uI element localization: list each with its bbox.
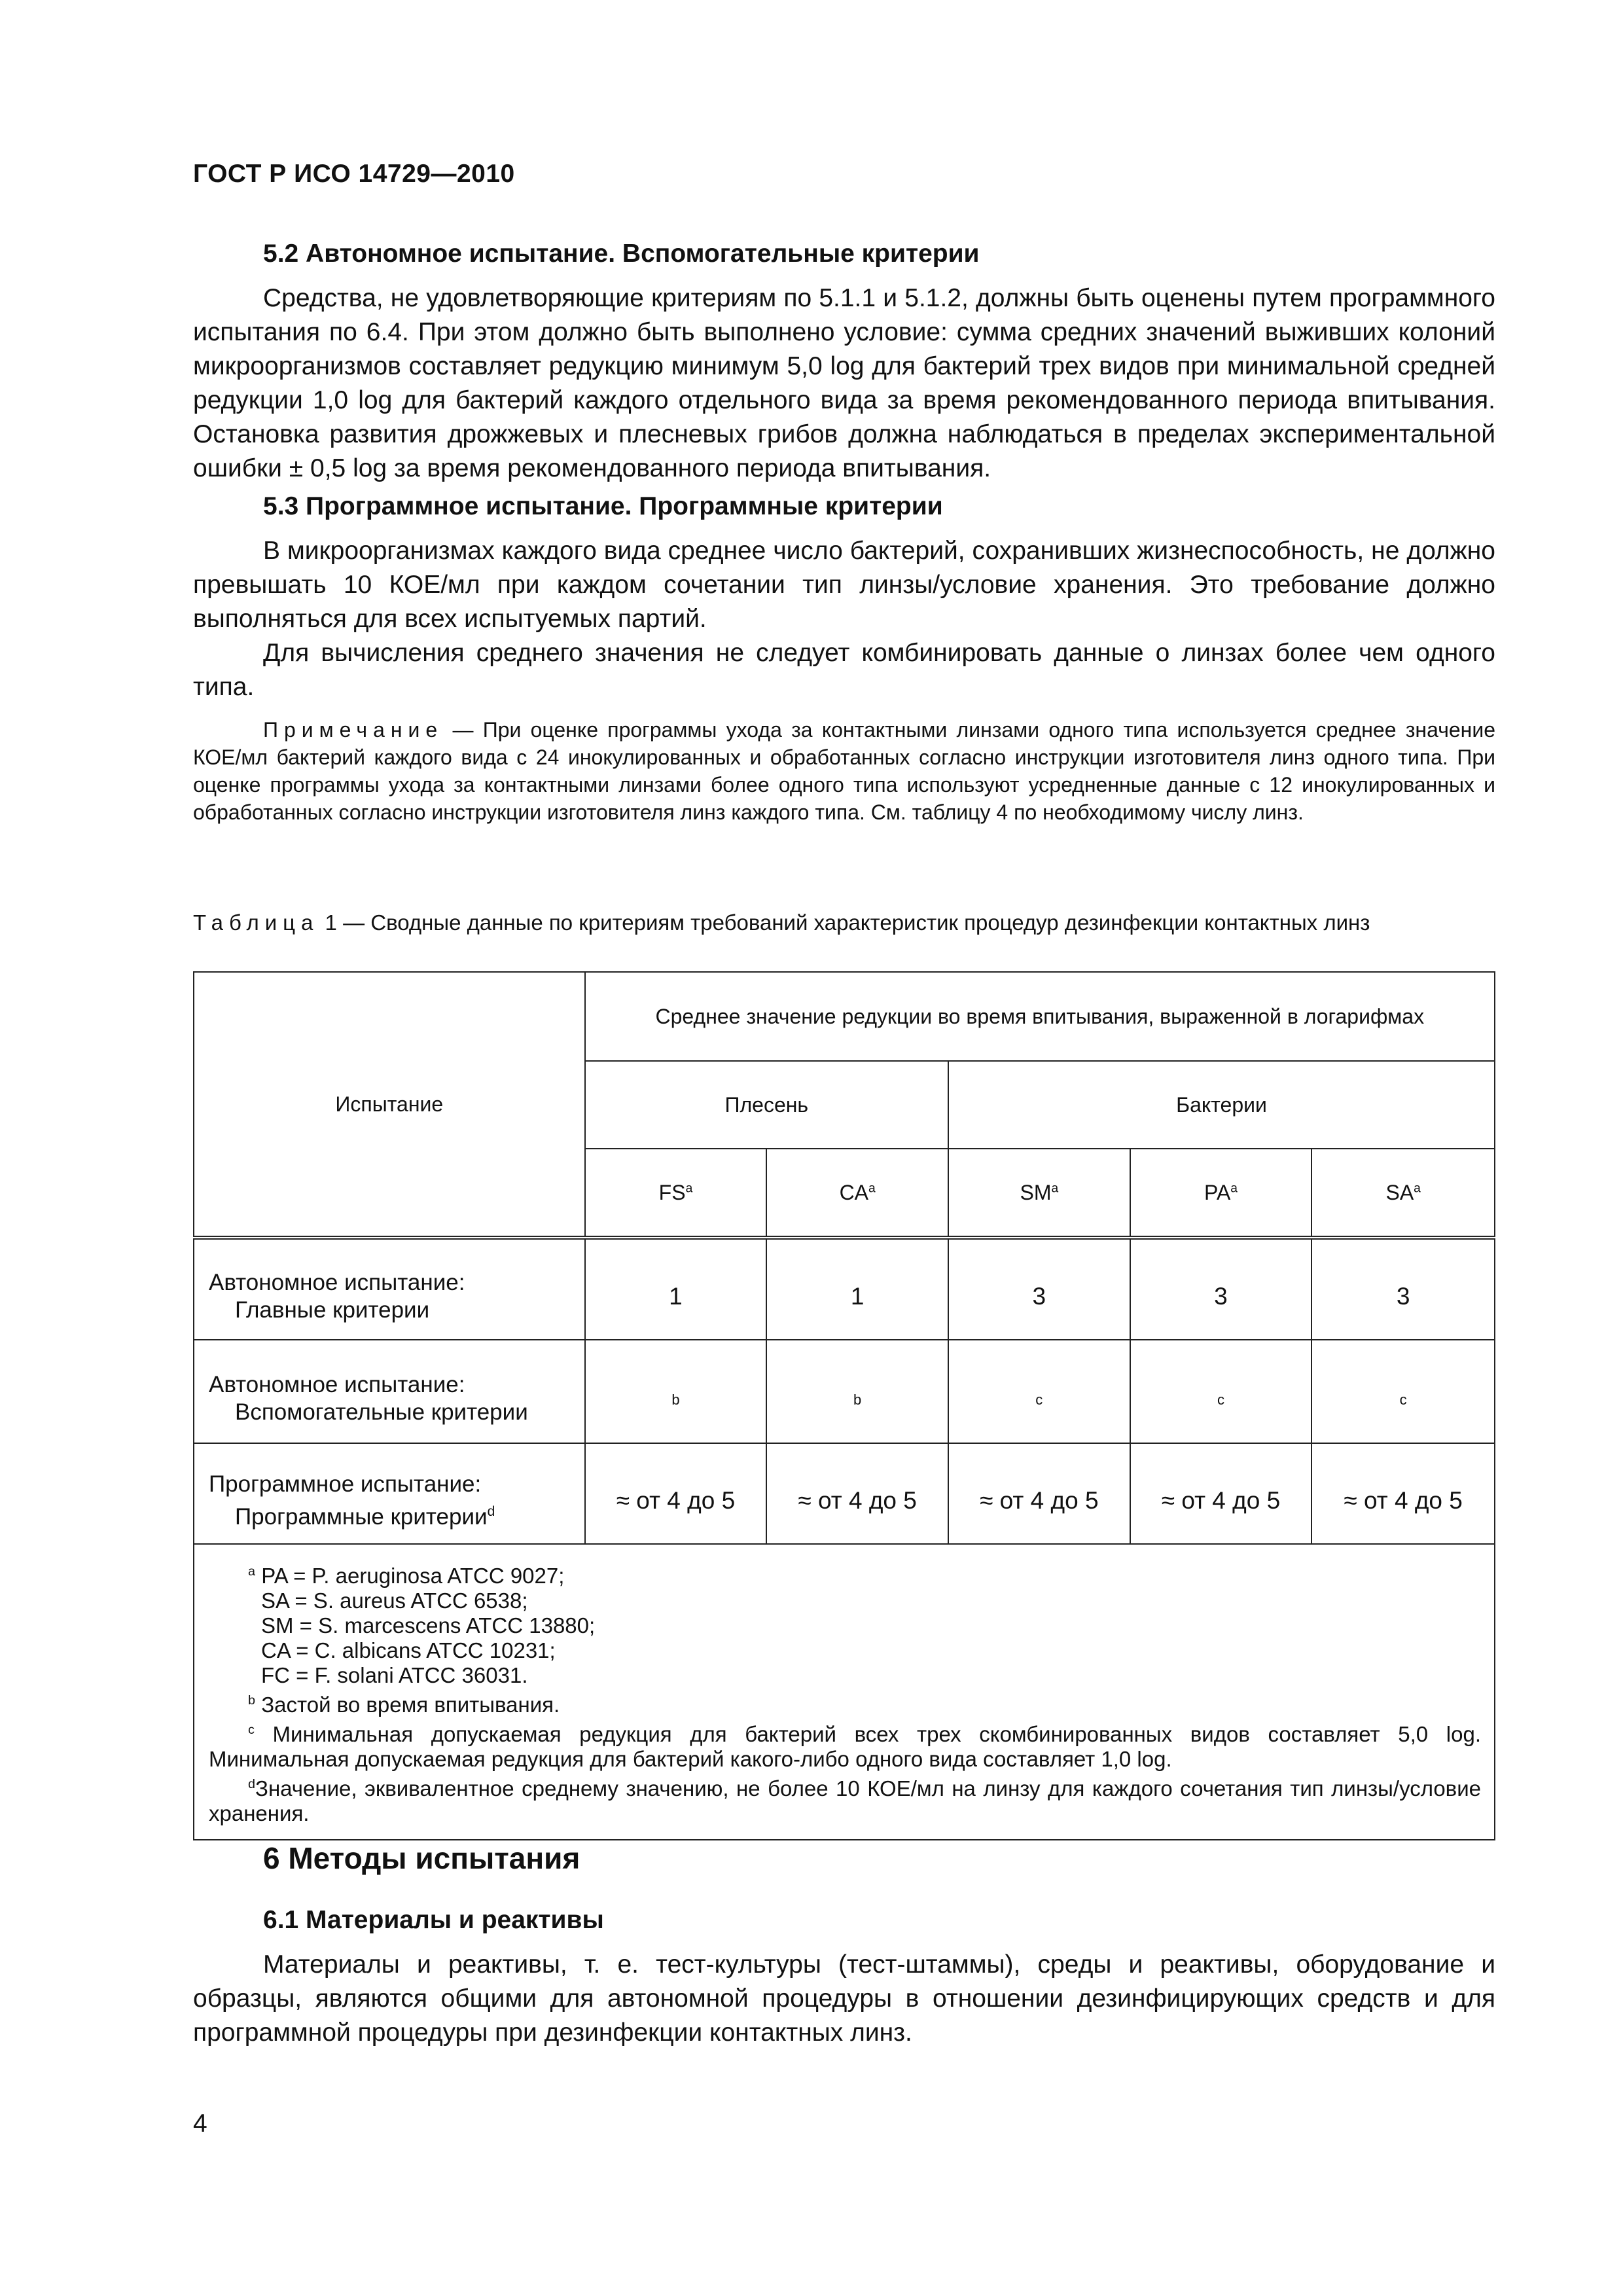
table-cell: ≈ от 4 до 5	[1311, 1443, 1495, 1544]
table-footnotes: $^a$ PA = P. aeruginosa ATCC 9027; SA = S. aureus ATCC 6538; SM = S. marcescens ATCC 13880; CA = C. albicans ATCC 10231; FC = F. solani ATCC 36031. $^b$ Застой во время впитывания. $^c$ Минимальная допускаемая редукция для бактерий всех трех скомбинированных видов составляет 5,0 log. Минимальная допускаемая редукция для бактерий какого-либо одного вида составляет 1,0 log. $^d$Значение, эквивалентное среднему значению, не более 10 КОЕ/мл на линзу для каждого сочетания тип линзы/условие хранения.	[194, 1544, 1495, 1840]
section-5-3-text-1: В микроорганизмах каждого вида среднее число бактерий, сохранивших жизнеспособность, не должно превышать 10 КОЕ/мл при каждом сочетании тип линзы/условие хранения. Это требование должно выполняться для всех испытуемых партий.	[193, 537, 1495, 633]
note	[193, 716, 1495, 826]
table-cell: ≈ от 4 до 5	[948, 1443, 1130, 1544]
header-col-fs: $FS^a$	[585, 1149, 767, 1238]
table-cell: ≈ от 4 до 5	[1130, 1443, 1312, 1544]
section-5-3-text-2: Для вычисления среднего значения не следует комбинировать данные о линзах более чем одного типа.	[193, 639, 1495, 701]
header-col-ca: $CA^a$	[766, 1149, 948, 1238]
row-label: Автономное испытание: Вспомогательные критерии	[194, 1340, 585, 1443]
section-5-2-title: 5.2 Автономное испытание. Вспомогательные критерии	[263, 240, 980, 268]
header-test: Испытание	[194, 972, 585, 1238]
table-caption-text: — Сводные данные по критериям требований характеристик процедур дезинфекции контактных линз	[336, 910, 1370, 935]
table-row	[194, 1238, 1495, 1340]
row-label: Автономное испытание: Главные критерии	[194, 1238, 585, 1340]
standard-code: ГОСТ Р ИСО 14729—2010	[193, 160, 515, 188]
section-6-1-text: Материалы и реактивы, т. е. тест-культуры (тест-штаммы), среды и реактивы, оборудование и образцы, являются общими для автономной процедуры в отношении дезинфицирующих средств и для программной процедуры при дезинфекции контактных линз.	[193, 1950, 1495, 2047]
section-5-2-text: Средства, не удовлетворяющие критериям по 5.1.1 и 5.1.2, должны быть оценены путем программного испытания по 6.4. При этом должно быть выполнено условие: сумма средних значений выживших колоний микроорганизмов составляет редукцию минимум 5,0 log для бактерий трех видов при минимальной средней редукции 1,0 log для бактерий каждого отдельного вида за время рекомендованного периода впитывания. Остановка развития дрожжевых и плесневых грибов должна наблюдаться в пределах экспериментальной ошибки ± 0,5 log за время рекомендованного периода впитывания.	[193, 284, 1495, 482]
table-row	[194, 1340, 1495, 1443]
table-caption-number: 1	[319, 910, 337, 935]
table-cell: 3	[948, 1238, 1130, 1340]
table-cell-footnote-ref: c	[948, 1340, 1130, 1443]
header-mean-reduction: Среднее значение редукции во время впитывания, выраженной в логарифмах	[585, 972, 1495, 1061]
header-col-pa: $PA^a$	[1130, 1149, 1312, 1238]
table-cell-footnote-ref: b	[585, 1340, 767, 1443]
table-caption-label: Таблица	[193, 910, 319, 935]
section-6-title: 6 Методы испытания	[263, 1841, 580, 1875]
table-row	[194, 1443, 1495, 1544]
summary-table	[193, 971, 1495, 1840]
table-cell-footnote-ref: b	[766, 1340, 948, 1443]
table-cell: 1	[585, 1238, 767, 1340]
header-mold: Плесень	[585, 1061, 948, 1149]
table-cell: 3	[1311, 1238, 1495, 1340]
header-col-sa: $SA^a$	[1311, 1149, 1495, 1238]
row-label: Программное испытание: Программные критерии$^d$	[194, 1443, 585, 1544]
table-cell: ≈ от 4 до 5	[585, 1443, 767, 1544]
header-bacteria: Бактерии	[948, 1061, 1495, 1149]
page-number: 4	[193, 2109, 207, 2138]
table-cell: 1	[766, 1238, 948, 1340]
section-6-1-title: 6.1 Материалы и реактивы	[263, 1906, 604, 1934]
note-text: — При оценке программы ухода за контактными линзами одного типа используется среднее значение КОЕ/мл бактерий каждого вида с 24 инокулированных и обработанных согласно инструкции изготовителя линз одного типа. При оценке программы ухода за контактными линзами более одного типа используют усредненные данные с 12 инокулированных и обработанных согласно инструкции изготовителя линз каждого типа. См. таблицу 4 по необходимому числу линз.	[193, 718, 1495, 824]
note-label: Примечание	[263, 718, 444, 742]
table-caption	[193, 910, 1495, 935]
section-5-3-title: 5.3 Программное испытание. Программные критерии	[263, 492, 943, 520]
table-cell: ≈ от 4 до 5	[766, 1443, 948, 1544]
table-cell-footnote-ref: c	[1311, 1340, 1495, 1443]
header-col-sm: $SM^a$	[948, 1149, 1130, 1238]
table-cell-footnote-ref: c	[1130, 1340, 1312, 1443]
table-cell: 3	[1130, 1238, 1312, 1340]
